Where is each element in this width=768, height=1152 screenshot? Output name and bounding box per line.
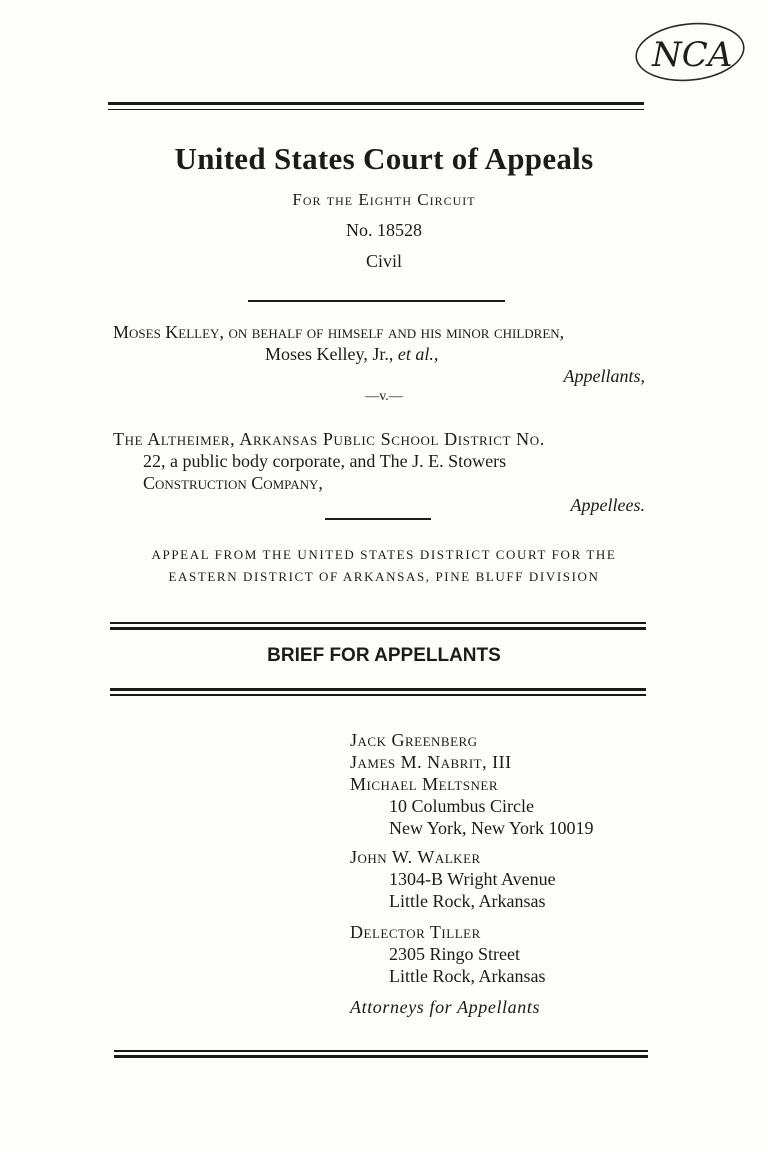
attorney-address: 2305 Ringo Street xyxy=(389,944,520,964)
rule-above-title xyxy=(110,622,646,632)
handwritten-text: NCA xyxy=(652,35,733,75)
appellees-line2: 22, a public body corporate, and The J. E. Stowers xyxy=(143,451,507,471)
attorney-name: Delector Tiller xyxy=(350,922,481,942)
attorneys-group-3 xyxy=(350,921,545,987)
attorney-address: Little Rock, Arkansas xyxy=(389,891,546,911)
appellants-line2-etal: et al., xyxy=(397,344,439,364)
attorney-name: Jack Greenberg xyxy=(350,730,478,750)
appeal-from-line2: EASTERN DISTRICT OF ARKANSAS, PINE BLUFF DIVISION xyxy=(168,569,600,584)
bottom-rule xyxy=(114,1050,648,1060)
appellants-line1: Moses Kelley, on behalf of himself and his minor children, xyxy=(113,322,565,342)
rule-below-title xyxy=(110,688,646,698)
appellants-block xyxy=(113,321,645,387)
top-rule xyxy=(108,102,644,112)
appellees-line3: Construction Company, xyxy=(143,473,323,493)
appeal-from-line1: APPEAL FROM THE UNITED STATES DISTRICT COURT FOR THE xyxy=(151,547,617,562)
attorney-name: James M. Nabrit, III xyxy=(350,752,512,772)
attorney-name: John W. Walker xyxy=(350,847,481,867)
appellants-line2 xyxy=(113,343,645,365)
versus: —v.— xyxy=(365,389,403,404)
appellees-role: Appellees. xyxy=(570,495,645,515)
attorney-address: 10 Columbus Circle xyxy=(389,796,534,816)
circuit-line: For the Eighth Circuit xyxy=(292,190,476,209)
divider-2 xyxy=(325,518,431,520)
attorney-address: Little Rock, Arkansas xyxy=(389,966,546,986)
handwritten-initials xyxy=(632,16,748,84)
appellants-line2-prefix: Moses Kelley, Jr., xyxy=(265,344,394,364)
attorney-address: 1304-B Wright Avenue xyxy=(389,869,556,889)
appellants-role: Appellants, xyxy=(563,366,645,386)
appellees-block xyxy=(113,428,645,516)
brief-title: BRIEF FOR APPELLANTS xyxy=(267,645,501,666)
appellees-line1: The Altheimer, Arkansas Public School District No. xyxy=(113,429,545,449)
attorneys-closing: Attorneys for Appellants xyxy=(350,997,541,1017)
attorney-address: New York, New York 10019 xyxy=(389,818,594,838)
appeal-from xyxy=(0,544,768,588)
attorneys-group-1 xyxy=(350,729,594,839)
divider-1 xyxy=(248,300,505,302)
attorneys-group-2 xyxy=(350,846,556,912)
case-type: Civil xyxy=(365,251,402,271)
attorney-name: Michael Meltsner xyxy=(350,774,499,794)
court-title: United States Court of Appeals xyxy=(174,141,594,176)
case-number: No. 18528 xyxy=(346,220,422,240)
